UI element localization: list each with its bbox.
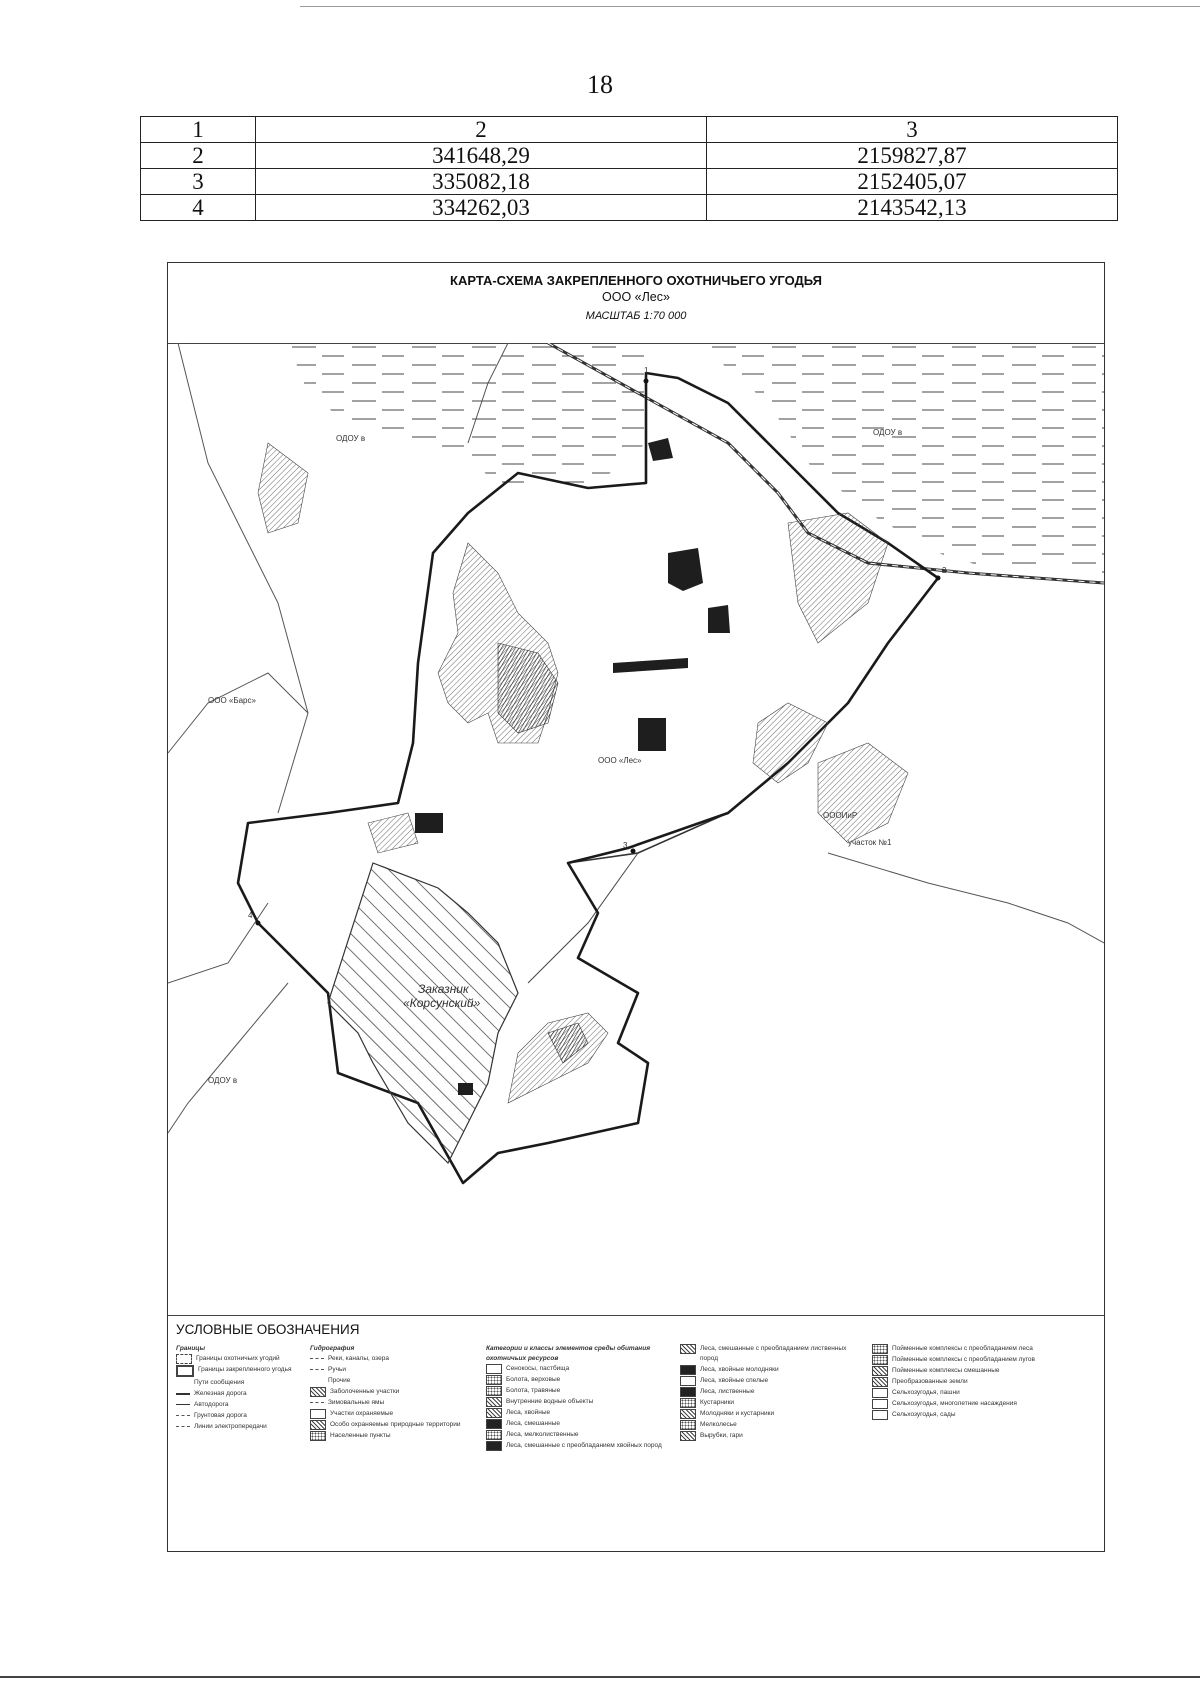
legend-swatch [872,1388,888,1398]
legend-swatch [486,1375,502,1385]
legend-heading: УСЛОВНЫЕ ОБОЗНАЧЕНИЯ [176,1322,360,1337]
map-label-point-3: 3 [623,841,628,850]
forest-area [368,813,418,853]
neighbour-boundary [178,343,308,813]
legend-item: Внутренние водные объекты [486,1397,671,1407]
legend-item: Леса, лиственные [680,1387,860,1397]
dark-block [638,718,666,751]
legend-category-title: Границы [176,1345,206,1352]
map-label-center: ООО «Лес» [598,756,642,765]
map-label-ogo-sw: ОДОУ в [208,1076,238,1085]
legend-swatch [176,1393,190,1395]
forest-area [258,443,308,533]
legend-item: Кустарники [680,1398,860,1408]
legend-swatch [872,1344,888,1354]
legend-item: Пойменные комплексы с преобладанием леса [872,1344,1096,1354]
map-owner: ООО «Лес» [602,290,670,304]
point-marker [936,576,941,581]
map-title: КАРТА-СХЕМА ЗАКРЕПЛЕННОГО ОХОТНИЧЬЕГО УГОДЬЯ [450,273,822,288]
map-label-ogo-se-2: участок №1 [848,838,892,847]
table-row [141,143,1118,169]
legend-item: Сенокосы, пастбища [486,1364,671,1374]
legend-swatch [872,1399,888,1409]
table-cell: 2159827,87 [707,143,1118,169]
legend-swatch [486,1430,502,1440]
page-number: 18 [587,70,613,99]
legend-item: Зимовальные ямы [310,1398,475,1408]
legend-swatch [486,1419,502,1429]
legend-swatch [176,1365,194,1377]
dark-block [415,813,443,833]
legend-item: Леса, смешанные с преобладанием лиственных пород [680,1344,860,1364]
legend-column-habitat-2 [680,1344,860,1442]
legend-swatch [310,1369,324,1370]
forest-area [753,703,828,783]
table-cell: 335082,18 [256,169,707,195]
table-header-row [141,117,1118,143]
legend-item: Железная дорога [176,1389,301,1399]
map-label-ogo-w: ООО «Барс» [208,696,256,705]
reserve-label-line-2: «Корсунский» [403,996,481,1010]
legend-swatch [486,1386,502,1396]
legend-item: Участки охраняемые [310,1409,475,1419]
table-cell: 4 [141,195,256,221]
legend-item: Грунтовая дорога [176,1411,301,1421]
legend-swatch [486,1408,502,1418]
map-legend [168,1315,1104,1552]
legend-swatch [680,1344,696,1354]
table-cell: 2143542,13 [707,195,1118,221]
legend-swatch [176,1415,190,1416]
legend-swatch [872,1355,888,1365]
forest-area [788,513,888,643]
forest-area [818,743,908,843]
legend-swatch [680,1398,696,1408]
legend-item: Леса, смешанные с преобладанием хвойных пород [486,1441,671,1451]
reserve-area [328,863,518,1163]
legend-swatch [310,1376,324,1384]
legend-item: Болота, верховые [486,1375,671,1385]
legend-swatch [680,1420,696,1430]
forest-area [508,1013,608,1103]
point-marker [631,849,636,854]
legend-item: Леса, смешанные [486,1419,671,1429]
legend-column-hydrography [310,1344,475,1442]
map-label-ogo-nw: ОДОУ в [336,434,366,443]
legend-category-title: Категории и классы элементов среды обитания охотничьих ресурсов [486,1345,651,1362]
legend-swatch [176,1354,192,1364]
legend-item: Ручьи [310,1365,475,1375]
legend-column-habitat-3 [872,1344,1096,1421]
legend-swatch [310,1420,326,1430]
legend-column-habitat-1 [486,1344,671,1452]
legend-swatch [310,1431,326,1441]
legend-item: Населенные пункты [310,1431,475,1441]
legend-item: Линии электропередачи [176,1422,301,1432]
legend-swatch [486,1441,502,1451]
table-cell: 3 [141,169,256,195]
legend-item: Заболоченные участки [310,1387,475,1397]
neighbour-boundary [168,983,288,1133]
map-scale: МАСШТАБ 1:70 000 [585,310,687,322]
legend-swatch [486,1397,502,1407]
table-row [141,169,1118,195]
reserve-label-line-1: Заказник [418,982,469,996]
map-label-point-1: 1 [644,366,649,375]
map-drawing [168,343,1104,1315]
legend-item: Леса, хвойные [486,1408,671,1418]
legend-swatch [310,1402,324,1403]
legend-item: Границы охотничьих угодий [176,1354,301,1364]
bottom-edge-rule [0,1676,1200,1678]
map-frame [167,262,1105,1552]
water-area-north [288,343,648,488]
point-marker [256,921,261,926]
legend-item: Леса, хвойные спелые [680,1376,860,1386]
legend-swatch [680,1365,696,1375]
legend-item: Сельхозугодья, пашни [872,1388,1096,1398]
legend-swatch [872,1410,888,1420]
legend-swatch [310,1358,324,1359]
legend-category-title: Гидрография [310,1345,355,1352]
dark-block [668,548,703,591]
legend-swatch [176,1404,190,1405]
legend-swatch [680,1431,696,1441]
legend-item: Сельхозугодья, многолетние насаждения [872,1399,1096,1409]
legend-item: Леса, мелколиственные [486,1430,671,1440]
road-line [528,853,638,983]
map-label-ogo-ne: ОДОУ в [873,428,903,437]
legend-swatch [872,1377,888,1387]
legend-item: Особо охраняемые природные территории [310,1420,475,1430]
legend-swatch [680,1387,696,1397]
legend-swatch [310,1387,326,1397]
legend-swatch [176,1378,190,1386]
legend-swatch [310,1409,326,1419]
table-cell: 334262,03 [256,195,707,221]
legend-item: Пойменные комплексы смешанные [872,1366,1096,1376]
table-cell: 341648,29 [256,143,707,169]
legend-swatch [680,1409,696,1419]
table-cell: 2 [141,143,256,169]
table-row [141,195,1118,221]
legend-item: Болота, травяные [486,1386,671,1396]
legend-item: Границы закрепленного угодья [176,1365,301,1377]
legend-item: Сельхозугодья, сады [872,1410,1096,1420]
legend-swatch [486,1364,502,1374]
legend-item: Автодорога [176,1400,301,1410]
legend-column-boundaries [176,1344,301,1433]
legend-item: Вырубки, гари [680,1431,860,1441]
legend-item: Мелколесье [680,1420,860,1430]
legend-swatch [680,1376,696,1386]
table-cell: 2152405,07 [707,169,1118,195]
map-label-point-4: 4 [248,911,253,920]
legend-item: Пойменные комплексы с преобладанием лугов [872,1355,1096,1365]
legend-item: Леса, хвойные молодняки [680,1365,860,1375]
table-header-cell: 2 [256,117,707,143]
dark-block [708,605,730,633]
point-marker [644,379,649,384]
map-header [168,263,1104,344]
top-edge-rule [300,6,1200,7]
dark-block [458,1083,473,1095]
legend-item: Прочие [310,1376,475,1386]
map-label-point-2: 2 [942,566,947,575]
table-header-cell: 1 [141,117,256,143]
neighbour-boundary [828,853,1104,943]
map-label-ogo-se: ОООИиР [823,811,858,820]
legend-item: Реки, каналы, озера [310,1354,475,1364]
dark-block [648,438,673,461]
legend-item: Молодняки и кустарники [680,1409,860,1419]
neighbour-boundary [168,673,308,753]
legend-swatch [176,1426,190,1427]
legend-item: Преобразованные земли [872,1377,1096,1387]
dark-block [613,658,688,673]
coordinates-table [140,116,1118,221]
legend-item: Пути сообщения [176,1378,301,1388]
table-header-cell: 3 [707,117,1118,143]
legend-swatch [872,1366,888,1376]
water-area-northeast [698,343,1104,583]
